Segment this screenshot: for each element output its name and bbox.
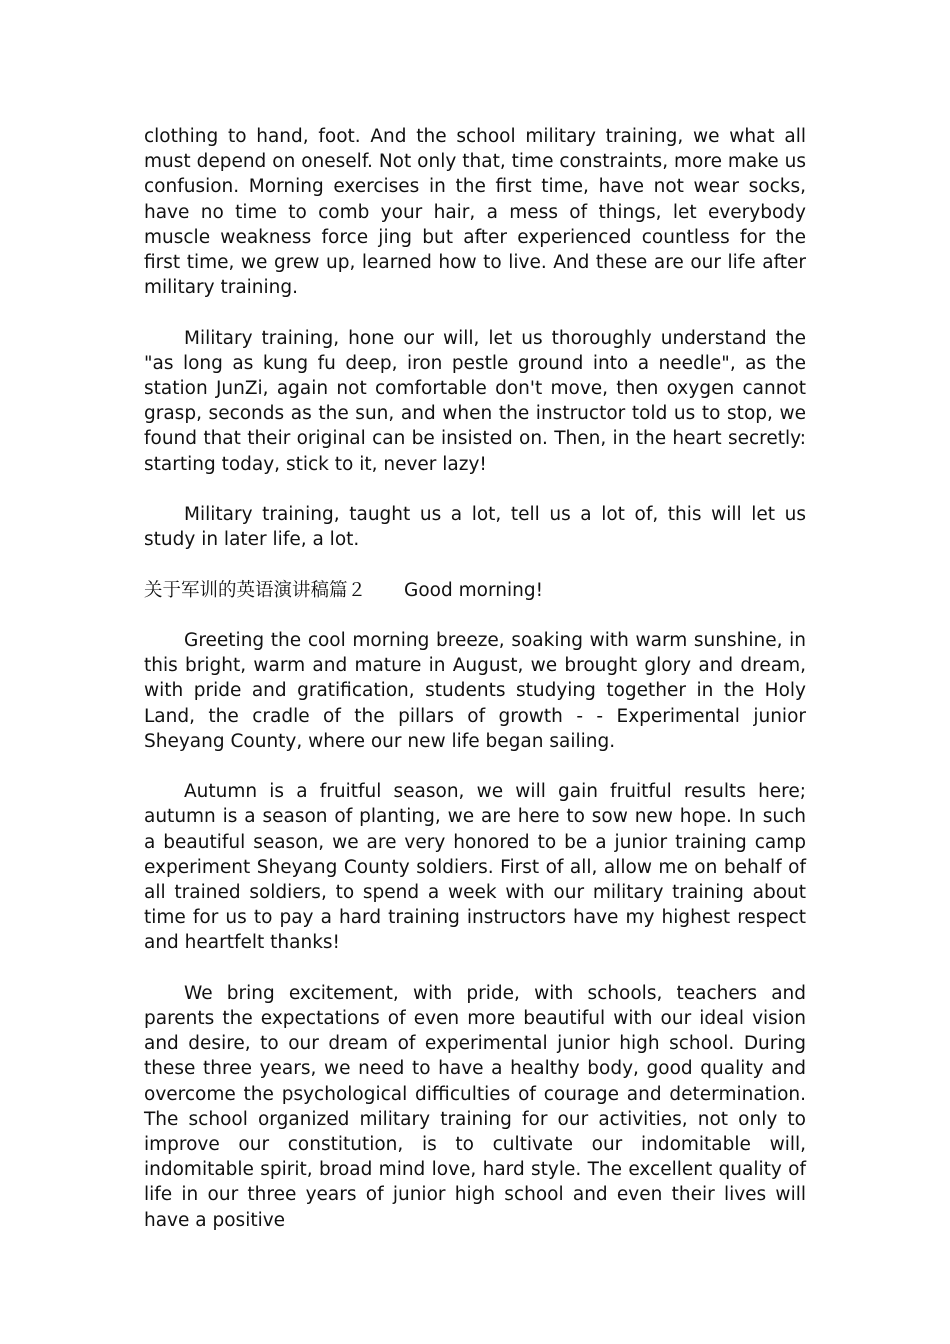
paragraph-taught-us: Military training, taught us a lot, tell us a lot of, this will let us study in later life, a lot. [144, 504, 806, 551]
paragraph-autumn: Autumn is a fruitful season, we will gain fruitful results here; autumn is a season of planting, we are here to sow new hope. In such a beautiful season, we are very honored to be a junior training camp experiment Sheyang County soldiers. First of all, allow me on behalf of all trained soldiers, to spend a week with our military training about time for us to pay a hard training instructors have my highest respect and heartfelt thanks! [144, 781, 806, 954]
speech-heading-line [144, 578, 806, 603]
paragraph-military-training-life: clothing to hand, foot. And the school military training, we what all must depend on oneself. Not only that, time constraints, more make us confusion. Morning exercises in the first time, have not wear socks, have no time to comb your hair, a mess of things, let everybody muscle weakness force jing but after experienced countless for the first time, we grew up, learned how to live. And these are our life after military training. [144, 126, 806, 299]
paragraph-excitement: We bring excitement, with pride, with schools, teachers and parents the expectations of even more beautiful with our ideal vision and desire, to our dream of experimental junior high school. During these three years, we need to have a healthy body, good quality and overcome the psychological difficulties of courage and determination. The school organized military training for our activities, not only to improve our constitution, is to cultivate our indomitable will, indomitable spirit, broad mind love, hard style. The excellent quality of life in our three years of junior high school and even their lives will have a positive [144, 982, 806, 1231]
speech-heading: 关于军训的英语演讲稿篇２ [144, 579, 367, 601]
speech-greeting: Good morning! [404, 579, 543, 601]
paragraph-greeting-breeze: Greeting the cool morning breeze, soaking with warm sunshine, in this bright, warm and mature in August, we brought glory and dream, with pride and gratification, students studying together in the Holy Land, the cradle of the pillars of growth - - Experimental junior Sheyang County, where our new life began sailing. [144, 630, 806, 752]
paragraph-hone-will: Military training, hone our will, let us thoroughly understand the "as long as kung fu deep, iron pestle ground into a needle", as the station JunZi, again not comfortable don't move, then oxygen cannot grasp, seconds as the sun, and when the instructor told us to stop, we found that their original can be insisted on. Then, in the heart secretly: starting today, stick to it, never lazy! [144, 327, 806, 475]
document-page [144, 124, 806, 1233]
